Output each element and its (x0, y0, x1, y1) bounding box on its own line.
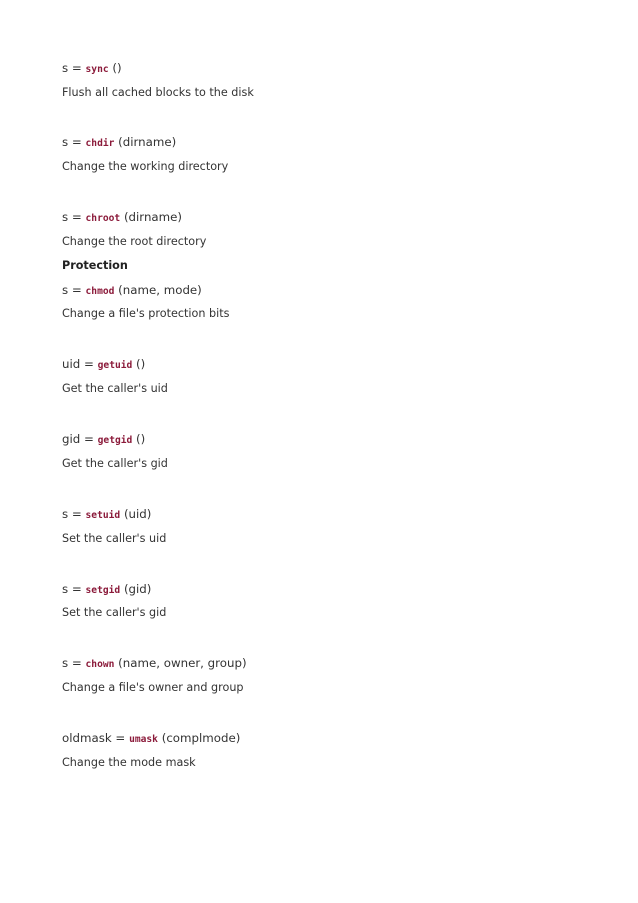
return-var: s = (62, 283, 82, 297)
signature-chown (62, 656, 247, 672)
signature-chroot (62, 210, 182, 226)
description-umask: Change the mode mask (62, 756, 196, 769)
signature-umask (62, 731, 240, 747)
description-chmod: Change a file's protection bits (62, 307, 230, 320)
function-args: (dirname) (118, 135, 177, 149)
function-args: () (136, 432, 146, 446)
signature-sync (62, 61, 122, 77)
description-setgid: Set the caller's gid (62, 606, 167, 619)
description-chown: Change a file's owner and group (62, 681, 244, 694)
function-args: (complmode) (161, 731, 241, 745)
function-name: setgid (85, 585, 121, 596)
return-var: s = (62, 507, 82, 521)
signature-setuid (62, 507, 151, 523)
function-name: umask (129, 734, 158, 745)
description-getuid: Get the caller's uid (62, 382, 168, 395)
return-var: s = (62, 61, 82, 75)
function-args: () (136, 357, 146, 371)
signature-chdir (62, 135, 176, 151)
return-var: uid = (62, 357, 94, 371)
function-args: (uid) (123, 507, 152, 521)
signature-chmod (62, 283, 202, 299)
function-name: chmod (85, 286, 115, 297)
description-setuid: Set the caller's uid (62, 532, 167, 545)
description-chdir: Change the working directory (62, 160, 229, 173)
function-args: (dirname) (123, 210, 183, 224)
function-name: chdir (85, 138, 115, 149)
return-var: s = (62, 135, 82, 149)
signature-setgid (62, 582, 151, 598)
description-sync: Flush all cached blocks to the disk (62, 86, 254, 99)
function-name: sync (85, 64, 109, 75)
function-name: chown (85, 659, 115, 670)
return-var: s = (62, 582, 82, 596)
section-heading: Protection (62, 259, 128, 272)
signature-getgid (62, 432, 145, 448)
function-args: () (112, 61, 122, 75)
function-name: setuid (85, 510, 121, 521)
description-getgid: Get the caller's gid (62, 457, 168, 470)
function-name: getuid (97, 360, 133, 371)
return-var: s = (62, 656, 82, 670)
function-args: (name, owner, group) (118, 656, 247, 670)
return-var: s = (62, 210, 82, 224)
return-var: oldmask = (62, 731, 126, 745)
function-args: (gid) (123, 582, 152, 596)
description-chroot: Change the root directory (62, 235, 207, 248)
function-name: getgid (97, 435, 133, 446)
function-args: (name, mode) (118, 283, 202, 297)
signature-getuid (62, 357, 145, 373)
function-name: chroot (85, 213, 121, 224)
return-var: gid = (62, 432, 94, 446)
